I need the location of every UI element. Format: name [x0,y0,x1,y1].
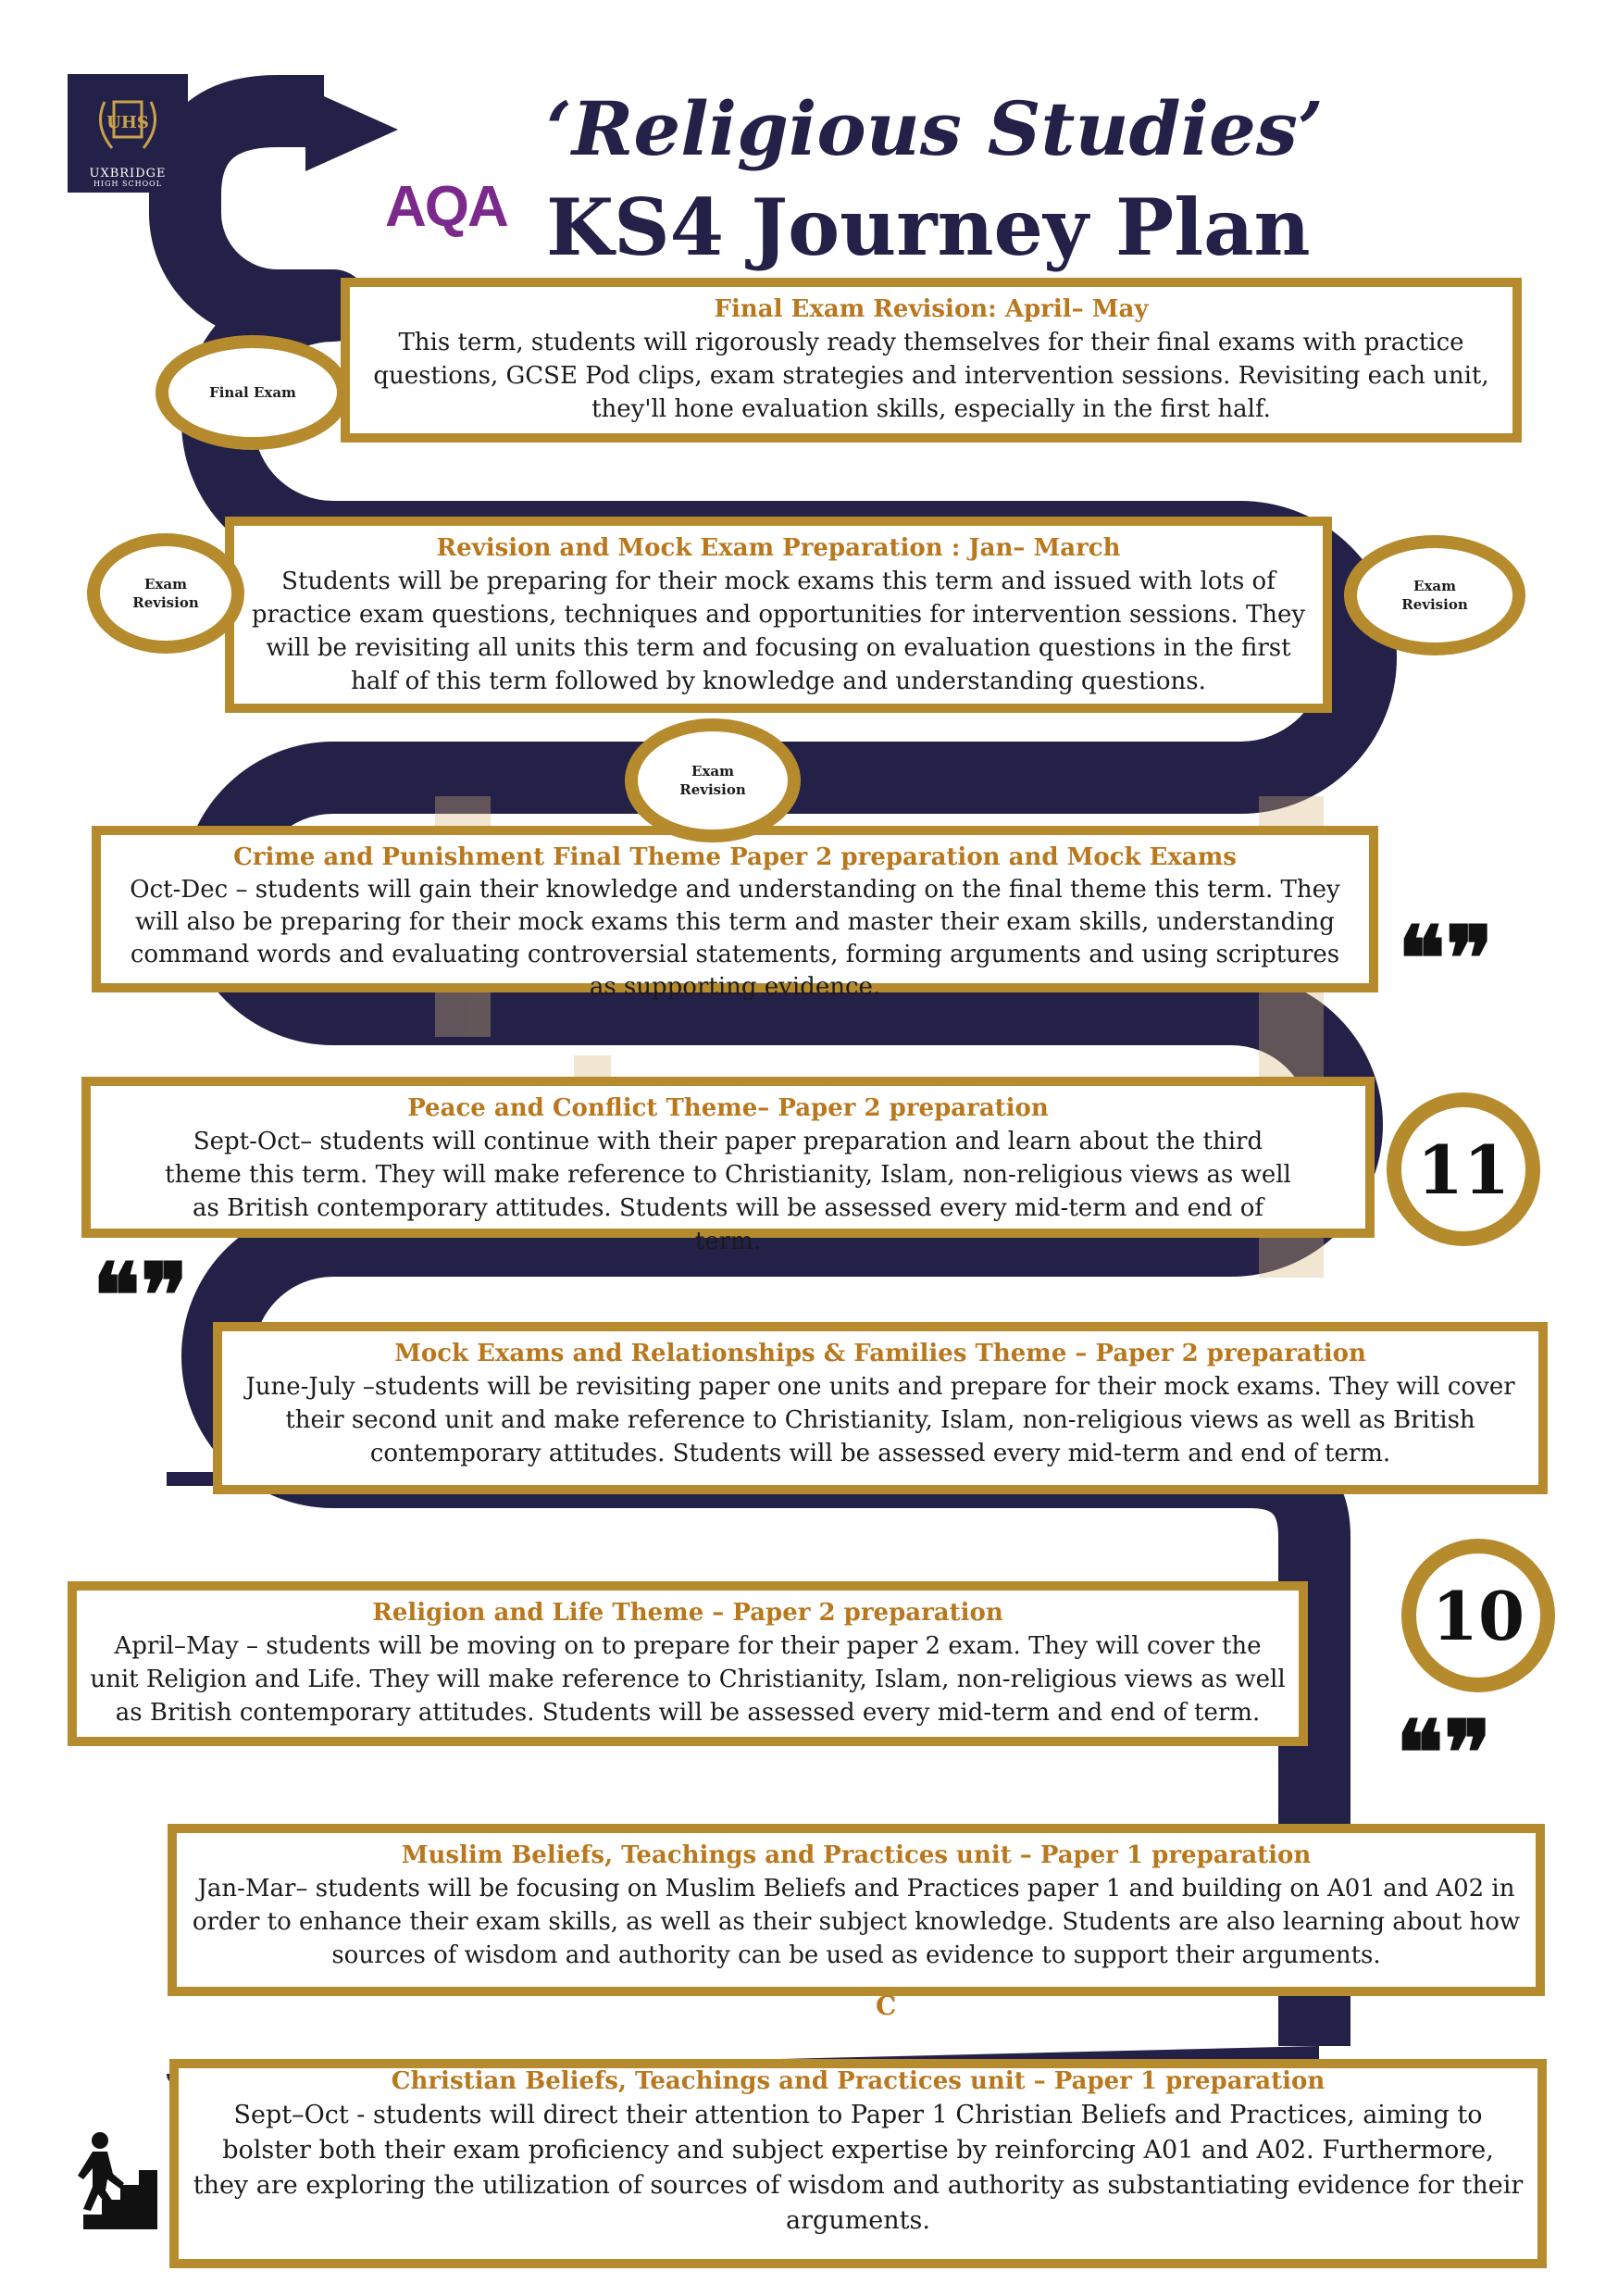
person-climbing-stairs-icon [65,2129,167,2231]
bubble-label: Exam Revision [1401,578,1468,613]
year-number: 11 [1416,1129,1511,1209]
quote-icon: ❝❞ [1396,1701,1492,1805]
page-title-subject: ‘Religious Studies’ [546,85,1324,172]
bubble-label: Exam Revision [679,763,746,798]
step-body: Sept-Oct– students will continue with their paper preparation and learn about the third theme this term. They will make reference to Christianity, Islam, non-religious views as well as British contemporary attitudes. Students will be assessed every mid-term and end of term. [165,1128,1291,1255]
exam-revision-bubble-right [1344,535,1525,655]
step-heading: Peace and Conflict Theme– Paper 2 preparation [407,1094,1049,1122]
step-peace-and-conflict [81,1077,1375,1255]
exam-revision-bubble-left [87,533,244,654]
year-10-badge [1401,1539,1555,1692]
step-heading: Mock Exams and Relationships & Families Theme – Paper 2 preparation [394,1340,1366,1367]
step-body: Sept–Oct - students will direct their attention to Paper 1 Christian Beliefs and Practices, aiming to bolster both their exam proficiency and subject expertise by reinforcing A01 and A02. Furthermore, they are exploring the utilization of sources of wisdom and authority as substantiating evidence for their arguments. [193,2101,1524,2235]
school-name: UXBRIDGE [89,167,167,181]
quote-icon: ❝❞ [93,1243,189,1348]
step-muslim-beliefs [168,1824,1545,1996]
step-heading: Final Exam Revision: April– May [714,295,1149,323]
step-relationships-families [213,1322,1548,1494]
bubble-label: Exam Revision [132,576,199,611]
school-subtitle: HIGH SCHOOL [93,180,163,188]
step-body: This term, students will rigorously ready themselves for their final exams with practice questions, GCSE Pod clips, exam strategies and intervention sessions. Revisiting each unit, they'll hone evaluation skills, especially in the first half. [373,329,1489,423]
exam-revision-bubble-center [625,718,801,842]
laurel-crest-icon [68,74,188,167]
step-revision-mock-prep [225,517,1332,713]
page-title-plan: KS4 Journey Plan [546,181,1311,273]
step-heading: Crime and Punishment Final Theme Paper 2 preparation and Mock Exams [233,843,1237,871]
final-exam-bubble [156,335,350,450]
step-body: April–May – students will be moving on to prepare for their paper 2 exam. They will cover the unit Religion and Life. They will make reference to Christianity, Islam, non-religious views as well as British contemporary attitudes. Students will be assessed every mid-term and end of term. [90,1632,1286,1727]
step-body: Jan-Mar– students will be focusing on Muslim Beliefs and Practices paper 1 and building on A01 and A02 in order to enhance their exam skills, as well as their subject knowledge. Students are also learning about how sources of wisdom and authority can be used as evidence to support their arguments. [192,1875,1521,1969]
school-logo [68,74,188,193]
step-body: Students will be preparing for their mock exams this term and issued with lots of practice exam questions, techniques and opportunities for intervention sessions. They will be revisiting all units this term and focusing on evaluation questions in the first half of this term followed by knowledge and understanding questions. [251,568,1306,695]
year-number: 10 [1431,1576,1525,1655]
step-final-exam-revision [341,278,1522,443]
step-religion-and-life [68,1581,1308,1746]
step-heading: Revision and Mock Exam Preparation : Jan– March [436,534,1121,562]
quote-icon: ❝❞ [1398,906,1494,1011]
logo-monogram: UHS [106,113,149,132]
step-heading: Muslim Beliefs, Teachings and Practices unit – Paper 1 preparation [401,1841,1312,1869]
step-heading: Religion and Life Theme – Paper 2 preparation [372,1599,1003,1627]
step-christian-beliefs [169,2059,1547,2268]
bubble-label: Final Exam [209,384,296,401]
step-crime-and-punishment [92,826,1378,1001]
exam-board-logo: AQA [385,175,507,239]
step-body: June-July –students will be revisiting paper one units and prepare for their mock exams. They will cover their second unit and make reference to Christianity, Islam, non-religious views as well as British contemporary attitudes. Students will be assessed every mid-term and end of term. [245,1373,1515,1467]
year-11-badge [1387,1092,1540,1246]
step-body: Oct-Dec – students will gain their knowledge and understanding on the final theme this term. They will also be preparing for their mock exams this term and master their exam skills, understanding command words and evaluating controversial statements, forming arguments and using scriptures as supporting evidence. [130,876,1340,1001]
stray-letter: C [876,1990,897,2021]
step-heading: Christian Beliefs, Teachings and Practices unit – Paper 1 preparation [391,2067,1326,2095]
